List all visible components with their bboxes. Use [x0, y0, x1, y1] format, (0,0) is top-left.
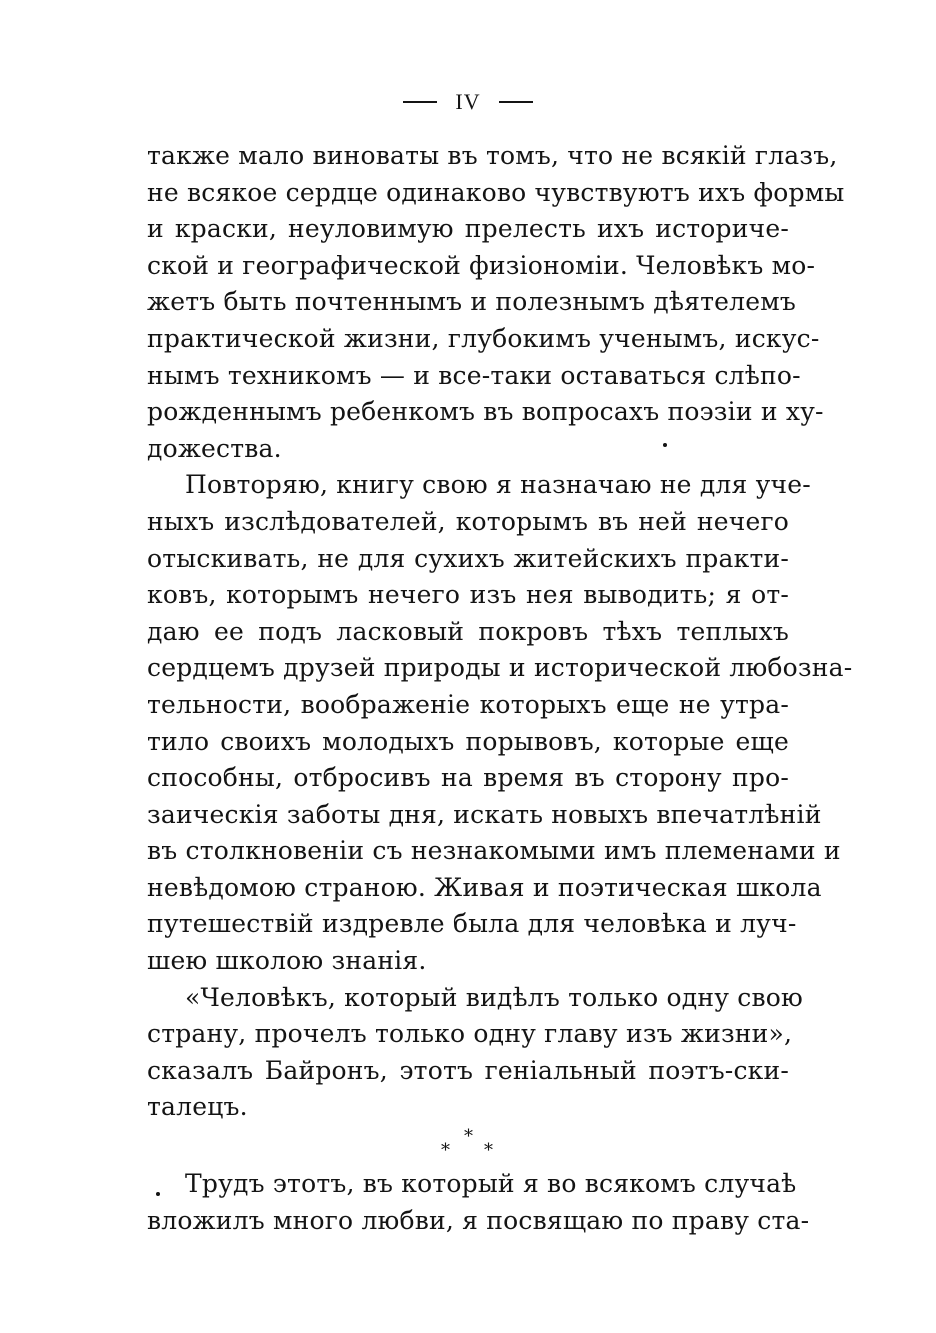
- text-line: Повторяю, книгу свою я назначаю не для уче-: [185, 470, 811, 500]
- page-header: [0, 80, 936, 122]
- text-line: не всякое сердце одинаково чувствуютъ ихъ формы: [147, 177, 845, 207]
- text-line: тило своихъ молодыхъ порывовъ, которые еще: [147, 726, 789, 756]
- text-line: въ столкновеніи съ незнакомыми имъ племенами и: [147, 836, 841, 866]
- header-dash-left: [403, 101, 437, 103]
- text-line: ковъ, которымъ нечего изъ нея выводить; я от-: [147, 580, 789, 610]
- text-line: дожества.: [147, 433, 282, 463]
- text-line: нымъ техникомъ — и все-таки оставаться слѣпо-: [147, 360, 801, 390]
- print-speck: [663, 443, 667, 447]
- text-line: шею школою знанія.: [147, 946, 427, 976]
- text-line: путешествій издревле была для человѣка и луч-: [147, 909, 797, 939]
- print-speck: [156, 1192, 160, 1196]
- text-line: ныхъ изслѣдователей, которымъ въ ней нечего: [147, 506, 789, 536]
- paragraph-2: [147, 467, 853, 979]
- text-line: ской и географической физіономіи. Человѣкъ мо-: [147, 250, 816, 280]
- text-line: рожденнымъ ребенкомъ въ вопросахъ поэзіи и ху-: [147, 397, 824, 427]
- paragraph-1: [147, 138, 845, 467]
- asterisk: *: [484, 1140, 493, 1162]
- body-text: [147, 138, 853, 1239]
- text-line: талецъ.: [147, 1092, 248, 1122]
- text-line: жетъ быть почтеннымъ и полезнымъ дѣятелемъ: [147, 287, 796, 317]
- asterisk: *: [441, 1140, 450, 1162]
- paragraph-4: [147, 1166, 810, 1239]
- asterisk: *: [464, 1126, 473, 1148]
- page-number: IV: [455, 88, 481, 114]
- text-line: и краски, неуловимую прелесть ихъ историче-: [147, 214, 789, 244]
- text-line: заическія заботы дня, искать новыхъ впечатлѣній: [147, 799, 822, 829]
- section-separator: [147, 1126, 789, 1166]
- text-line: страну, прочелъ только одну главу изъ жизни»,: [147, 1019, 793, 1049]
- text-line: вложилъ много любви, я посвящаю по праву ста-: [147, 1205, 810, 1235]
- text-line: способны, отбросивъ на время въ сторону про-: [147, 763, 789, 793]
- text-line: сердцемъ друзей природы и исторической любозна-: [147, 653, 853, 683]
- text-line: даю ее подъ ласковый покровъ тѣхъ теплыхъ: [147, 616, 789, 646]
- text-line: «Человѣкъ, который видѣлъ только одну свою: [185, 982, 803, 1012]
- text-line: отыскивать, не для сухихъ житейскихъ практи-: [147, 543, 789, 573]
- text-line: сказалъ Байронъ, этотъ геніальный поэтъ-ски-: [147, 1055, 789, 1085]
- paragraph-3: [147, 980, 803, 1126]
- text-line: также мало виноваты въ томъ, что не всякій глазъ,: [147, 141, 838, 170]
- text-line: невѣдомою страною. Живая и поэтическая школа: [147, 872, 822, 902]
- text-line: практической жизни, глубокимъ ученымъ, искус-: [147, 323, 820, 353]
- header-dash-right: [499, 101, 533, 103]
- text-line: Трудъ этотъ, въ который я во всякомъ случаѣ: [185, 1169, 797, 1199]
- text-line: тельности, воображеніе которыхъ еще не утра-: [147, 689, 789, 719]
